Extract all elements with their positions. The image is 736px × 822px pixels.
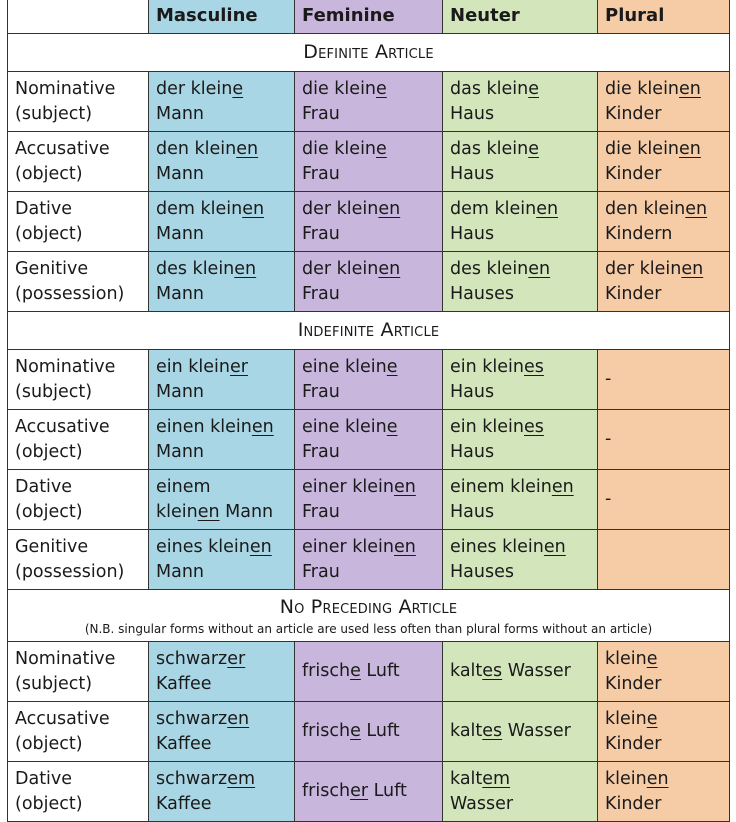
case-label: Dative (object): [8, 470, 149, 530]
adjective-ending: e: [646, 648, 658, 669]
noun: Kindern: [605, 223, 673, 244]
word-stem: frisch: [302, 661, 351, 681]
adjective-ending: en: [528, 258, 551, 279]
adjective-ending: es: [524, 416, 544, 437]
noun: Kaffee: [156, 793, 212, 814]
adjective-ending: e: [528, 138, 540, 159]
noun: Luft: [360, 721, 400, 741]
noun: Hauses: [450, 561, 514, 582]
word-stem: eines klein: [450, 536, 544, 557]
word-stem: eine klein: [302, 356, 387, 377]
word-stem: die klein: [302, 138, 377, 159]
table-row: [8, 350, 730, 410]
word-stem: eine klein: [302, 416, 387, 437]
section-title: Definite Article: [303, 40, 434, 63]
case-label: Genitive (possession): [8, 530, 149, 590]
adjective-ending: en: [236, 138, 259, 159]
word-stem: dem klein: [450, 198, 537, 219]
word-stem: ein klein: [156, 356, 230, 377]
cell-masculine: [149, 410, 295, 470]
noun: Kaffee: [156, 673, 212, 694]
section-header-row: [8, 34, 730, 72]
cell-plural: [598, 642, 730, 702]
cell-plural: [598, 350, 730, 410]
noun: Wasser: [450, 793, 514, 814]
noun: Luft: [368, 781, 407, 801]
word-stem: das klein: [450, 138, 529, 159]
section-title: Indefinite Article: [297, 318, 440, 341]
word-stem: den klein: [156, 138, 237, 159]
cell-plural: [598, 132, 730, 192]
word-stem: klein: [605, 768, 647, 789]
cell-feminine: [295, 762, 443, 822]
cell-neuter: [443, 72, 598, 132]
adjective-ending: en: [249, 536, 272, 557]
cell-plural: [598, 192, 730, 252]
header-case: [8, 0, 149, 34]
case-label: Accusative (object): [8, 132, 149, 192]
noun: Mann: [156, 223, 205, 244]
cell-masculine: [149, 762, 295, 822]
case-label: Accusative (object): [8, 410, 149, 470]
noun: Mann: [156, 561, 205, 582]
adjective-ending: en: [646, 768, 669, 789]
cell-neuter: [443, 642, 598, 702]
adjective-ending: en: [543, 536, 566, 557]
table-row: [8, 132, 730, 192]
adjective-ending: es: [482, 721, 503, 741]
cell-feminine: [295, 72, 443, 132]
cell-feminine: [295, 132, 443, 192]
cell-feminine: [295, 192, 443, 252]
noun: Haus: [450, 381, 495, 402]
table-row: [8, 530, 730, 590]
declension-table: [7, 0, 730, 822]
word-stem: der klein: [605, 258, 682, 279]
noun: Kinder: [605, 673, 662, 694]
word-stem: einem klein: [450, 476, 552, 497]
section-note: (N.B. singular forms without an article are used less often than plural forms without an article): [84, 621, 653, 636]
adjective-ending: er: [227, 648, 246, 669]
word-stem: ein klein: [450, 416, 524, 437]
word-stem: die klein: [605, 138, 680, 159]
word-stem: ein klein: [450, 356, 524, 377]
noun: Frau: [302, 381, 340, 402]
adjective-ending: en: [227, 708, 250, 729]
table-row: [8, 762, 730, 822]
cell-neuter: [443, 350, 598, 410]
adjective-ending: e: [350, 721, 361, 741]
cell-neuter: [443, 252, 598, 312]
word-stem: klein: [605, 648, 647, 669]
noun: Mann: [156, 163, 205, 184]
word-stem: schwarz: [156, 648, 228, 669]
word-stem: einem klein: [156, 476, 211, 522]
noun: Mann: [156, 103, 205, 124]
cell-masculine: [149, 132, 295, 192]
noun: Haus: [450, 103, 495, 124]
header-row: [8, 0, 730, 34]
cell-feminine: [295, 642, 443, 702]
cell-plural: [598, 530, 730, 590]
adjective-ending: en: [242, 198, 265, 219]
adjective-ending: en: [378, 198, 401, 219]
word-stem: der klein: [302, 198, 379, 219]
cell-neuter: [443, 702, 598, 762]
cell-masculine: [149, 192, 295, 252]
adjective-ending: em: [227, 768, 256, 789]
word-stem: -: [605, 429, 612, 449]
noun: Wasser: [502, 661, 571, 681]
word-stem: kalt: [450, 721, 483, 741]
cell-masculine: [149, 470, 295, 530]
noun: Frau: [302, 561, 340, 582]
case-label: Nominative (subject): [8, 642, 149, 702]
section-header: [8, 312, 730, 350]
word-stem: schwarz: [156, 708, 228, 729]
table-row: [8, 642, 730, 702]
adjective-ending: e: [376, 78, 387, 99]
adjective-ending: es: [524, 356, 544, 377]
adjective-ending: em: [482, 768, 511, 789]
case-label: Genitive (possession): [8, 252, 149, 312]
adjective-ending: e: [386, 416, 398, 437]
word-stem: dem klein: [156, 198, 243, 219]
cell-neuter: [443, 132, 598, 192]
adjective-ending: en: [679, 138, 701, 159]
noun: Luft: [360, 661, 400, 681]
adjective-ending: en: [551, 476, 574, 497]
noun: Kinder: [605, 163, 662, 184]
adjective-ending: en: [251, 416, 274, 437]
cell-plural: [598, 252, 730, 312]
table-row: [8, 192, 730, 252]
header-masculine: Masculine: [149, 0, 295, 34]
cell-neuter: [443, 192, 598, 252]
word-stem: schwarz: [156, 768, 228, 789]
adjective-ending: en: [536, 198, 559, 219]
noun: Frau: [302, 441, 340, 462]
adjective-ending: en: [685, 198, 708, 219]
noun: Wasser: [502, 721, 571, 741]
word-stem: die klein: [605, 78, 680, 99]
header-plural: Plural: [598, 0, 730, 34]
cell-neuter: [443, 530, 598, 590]
noun: Kinder: [605, 103, 662, 124]
cell-feminine: [295, 410, 443, 470]
adjective-ending: e: [386, 356, 398, 377]
cell-masculine: [149, 530, 295, 590]
cell-neuter: [443, 410, 598, 470]
cell-plural: [598, 410, 730, 470]
word-stem: einer klein: [302, 476, 394, 497]
noun: Mann: [156, 381, 205, 402]
case-label: Accusative (object): [8, 702, 149, 762]
word-stem: des klein: [450, 258, 529, 279]
cell-plural: [598, 72, 730, 132]
adjective-ending: er: [230, 356, 248, 377]
table-row: [8, 252, 730, 312]
word-stem: den klein: [605, 198, 686, 219]
adjective-ending: e: [528, 78, 540, 99]
cell-masculine: [149, 252, 295, 312]
cell-masculine: [149, 702, 295, 762]
noun: Hauses: [450, 283, 514, 304]
word-stem: frisch: [302, 721, 351, 741]
section-header-row: [8, 312, 730, 350]
noun: Kinder: [605, 283, 662, 304]
adjective-ending: e: [646, 708, 658, 729]
case-label: Nominative (subject): [8, 350, 149, 410]
noun: Mann: [219, 501, 274, 522]
noun: Mann: [156, 441, 205, 462]
table-row: [8, 470, 730, 530]
adjective-ending: en: [679, 78, 701, 99]
cell-feminine: [295, 470, 443, 530]
cell-neuter: [443, 470, 598, 530]
noun: Frau: [302, 223, 340, 244]
word-stem: frisch: [302, 781, 351, 801]
noun: Frau: [302, 501, 340, 522]
header-feminine: Feminine: [295, 0, 443, 34]
cell-masculine: [149, 642, 295, 702]
adjective-ending: e: [350, 661, 361, 681]
cell-masculine: [149, 350, 295, 410]
section-header: [8, 34, 730, 72]
word-stem: klein: [605, 708, 647, 729]
noun: Haus: [450, 163, 495, 184]
cell-feminine: [295, 252, 443, 312]
cell-plural: [598, 470, 730, 530]
case-label: Nominative (subject): [8, 72, 149, 132]
noun: Frau: [302, 283, 340, 304]
noun: Frau: [302, 103, 340, 124]
cell-feminine: [295, 350, 443, 410]
section-header: [8, 590, 730, 642]
noun: Frau: [302, 163, 340, 184]
word-stem: eines klein: [156, 536, 250, 557]
adjective-ending: e: [232, 78, 244, 99]
case-label: Dative (object): [8, 192, 149, 252]
cell-plural: [598, 762, 730, 822]
adjective-ending: en: [378, 258, 401, 279]
word-stem: der klein: [156, 78, 233, 99]
word-stem: einer klein: [302, 536, 394, 557]
cell-masculine: [149, 72, 295, 132]
noun: Kinder: [605, 733, 662, 754]
cell-feminine: [295, 702, 443, 762]
noun: Kaffee: [156, 733, 212, 754]
word-stem: kalt: [450, 768, 483, 789]
cell-feminine: [295, 530, 443, 590]
noun: Haus: [450, 223, 495, 244]
adjective-ending: en: [234, 258, 257, 279]
word-stem: kalt: [450, 661, 483, 681]
section-title: No Preceding Article: [279, 595, 458, 618]
adjective-ending: er: [350, 781, 369, 801]
table-row: [8, 72, 730, 132]
adjective-ending: en: [393, 536, 416, 557]
word-stem: -: [605, 369, 612, 389]
word-stem: die klein: [302, 78, 377, 99]
case-label: Dative (object): [8, 762, 149, 822]
adjective-ending: es: [482, 661, 503, 681]
cell-neuter: [443, 762, 598, 822]
word-stem: des klein: [156, 258, 235, 279]
table-row: [8, 702, 730, 762]
word-stem: das klein: [450, 78, 529, 99]
word-stem: -: [605, 489, 612, 509]
noun: Mann: [156, 283, 205, 304]
cell-plural: [598, 702, 730, 762]
word-stem: einen klein: [156, 416, 252, 437]
noun: Kinder: [605, 793, 662, 814]
adjective-ending: en: [197, 501, 220, 522]
noun: Haus: [450, 441, 495, 462]
noun: Haus: [450, 501, 495, 522]
adjective-ending: en: [681, 258, 704, 279]
header-neuter: Neuter: [443, 0, 598, 34]
adjective-ending: en: [393, 476, 416, 497]
adjective-ending: e: [376, 138, 387, 159]
table-row: [8, 410, 730, 470]
word-stem: der klein: [302, 258, 379, 279]
section-header-row: [8, 590, 730, 642]
